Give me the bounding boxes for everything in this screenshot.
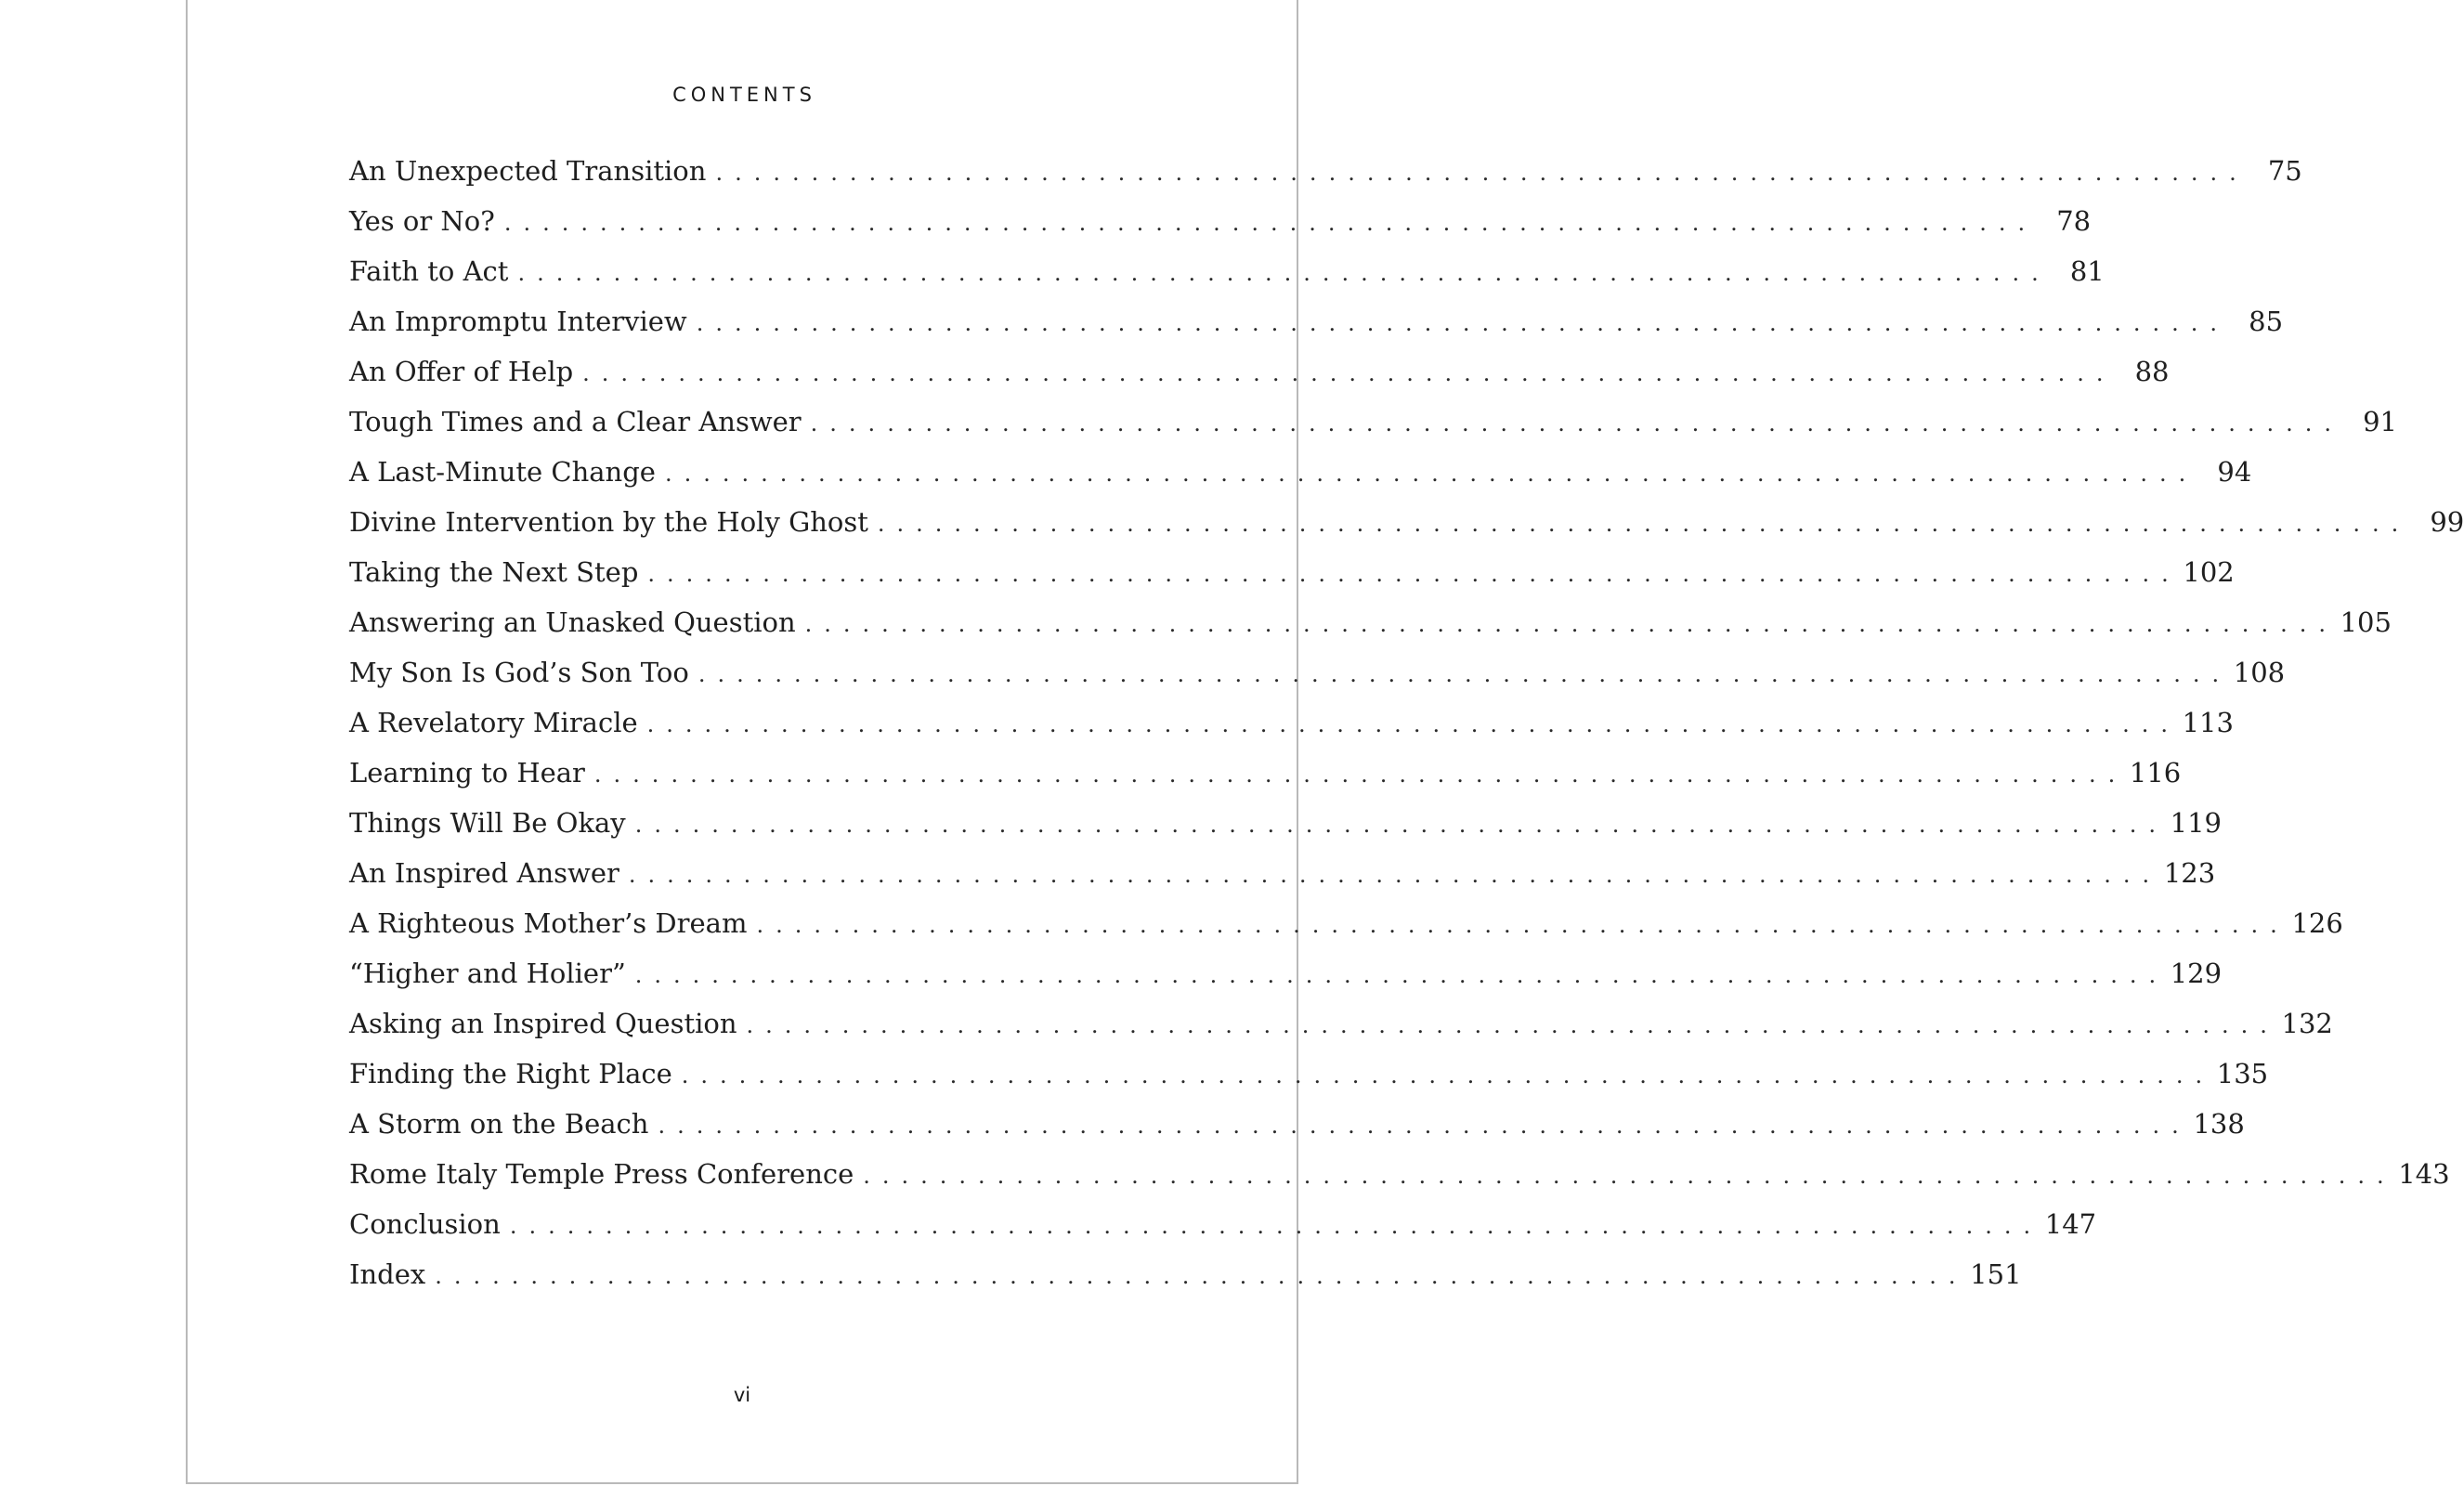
toc-entry-title: Faith to Act [349,255,509,287]
table-of-contents [349,155,2464,1309]
dot-leader: ................................................................................ [664,461,2198,487]
toc-entry [349,1008,2333,1058]
dot-leader: ................................................................................ [681,1062,2215,1088]
toc-entry-title: An Inspired Answer [349,857,619,889]
toc-entry-page: 138 [2193,1108,2245,1140]
dot-leader: ................................................................................ [503,210,2038,236]
dot-leader: ................................................................................ [877,511,2411,537]
toc-entry [349,556,2235,606]
toc-entry-page: 105 [2340,606,2392,638]
toc-entry-title: A Storm on the Beach [349,1108,649,1140]
dot-leader: ................................................................................ [582,360,2116,386]
toc-entry [349,1158,2450,1208]
toc-entry-title: Rome Italy Temple Press Conference [349,1158,854,1190]
dot-leader: ................................................................................ [715,160,2249,186]
toc-entry [349,907,2343,958]
dot-leader: ................................................................................ [863,1163,2396,1189]
dot-leader: ................................................................................ [696,310,2230,336]
toc-entry [349,958,2223,1008]
toc-entry-title: Tough Times and a Clear Answer [349,406,802,437]
toc-entry-page: 151 [1970,1258,2022,1290]
dot-leader: ................................................................................ [658,1113,2191,1139]
toc-entry-page: 81 [2069,255,2105,287]
dot-leader: ................................................................................ [646,711,2180,737]
dot-leader: ................................................................................ [628,862,2162,888]
toc-entry [349,356,2170,406]
dot-leader: ................................................................................ [435,1263,1968,1289]
dot-leader: ................................................................................ [509,1213,2043,1239]
toc-entry [349,1208,2097,1258]
dot-leader: ................................................................................ [810,411,2343,437]
dot-leader: ................................................................................ [756,912,2289,938]
toc-entry-page: 123 [2163,857,2216,889]
toc-entry-title: Yes or No? [349,205,495,237]
toc-entry-title: Index [349,1258,426,1290]
toc-entry-page: 75 [2267,155,2302,187]
toc-entry [349,506,2464,556]
toc-entry [349,306,2284,356]
toc-entry-title: “Higher and Holier” [349,958,626,989]
toc-entry [349,1058,2269,1108]
toc-entry-title: A Revelatory Miracle [349,707,638,738]
dot-leader: ................................................................................ [697,661,2232,687]
toc-entry-page: 129 [2170,958,2223,989]
toc-entry [349,757,2182,807]
toc-entry-title: Asking an Inspired Question [349,1008,737,1039]
toc-entry-title: Answering an Unasked Question [349,606,796,638]
toc-entry-title: A Last-Minute Change [349,456,656,488]
toc-entry [349,606,2392,657]
toc-entry [349,857,2216,907]
toc-entry-title: An Offer of Help [349,356,574,387]
toc-entry-title: Taking the Next Step [349,556,639,588]
toc-entry-page: 99 [2430,506,2464,538]
toc-entry-page: 85 [2249,306,2284,337]
toc-entry-page: 91 [2363,406,2397,437]
toc-entry-title: My Son Is God’s Son Too [349,657,689,688]
toc-entry-page: 143 [2398,1158,2450,1190]
toc-entry-page: 102 [2183,556,2235,588]
toc-entry [349,255,2105,306]
dot-leader: ................................................................................ [634,962,2169,988]
dot-leader: ................................................................................ [634,812,2169,838]
toc-entry [349,707,2234,757]
toc-entry-title: Things Will Be Okay [349,807,626,839]
dot-leader: ................................................................................ [804,611,2338,637]
toc-entry [349,1108,2245,1158]
toc-entry [349,657,2286,707]
toc-entry-title: Conclusion [349,1208,501,1240]
toc-entry-title: Learning to Hear [349,757,585,789]
toc-entry-page: 88 [2134,356,2170,387]
toc-entry [349,1258,2022,1309]
toc-entry-page: 132 [2281,1008,2333,1039]
dot-leader: ................................................................................ [517,260,2051,286]
toc-entry-page: 108 [2233,657,2286,688]
toc-entry-page: 94 [2217,456,2252,488]
dot-leader: ................................................................................ [746,1012,2279,1038]
toc-entry [349,456,2252,506]
toc-entry-page: 116 [2129,757,2182,789]
book-page [186,0,2464,1484]
toc-entry [349,155,2302,205]
toc-entry [349,406,2397,456]
toc-entry-title: An Impromptu Interview [349,306,687,337]
toc-entry-title: An Unexpected Transition [349,155,707,187]
toc-entry-page: 78 [2056,205,2092,237]
toc-entry-title: Divine Intervention by the Holy Ghost [349,506,868,538]
toc-entry [349,807,2223,857]
dot-leader: ................................................................................ [647,561,2181,587]
dot-leader: ................................................................................ [593,762,2128,788]
toc-entry [349,205,2092,255]
toc-entry-title: Finding the Right Place [349,1058,672,1089]
toc-entry-page: 147 [2044,1208,2097,1240]
toc-entry-page: 113 [2182,707,2234,738]
toc-entry-title: A Righteous Mother’s Dream [349,907,748,939]
toc-entry-page: 135 [2216,1058,2269,1089]
contents-heading: CONTENTS [672,84,816,106]
toc-entry-page: 119 [2170,807,2223,839]
page-number: vi [733,1384,751,1406]
toc-entry-page: 126 [2291,907,2343,939]
